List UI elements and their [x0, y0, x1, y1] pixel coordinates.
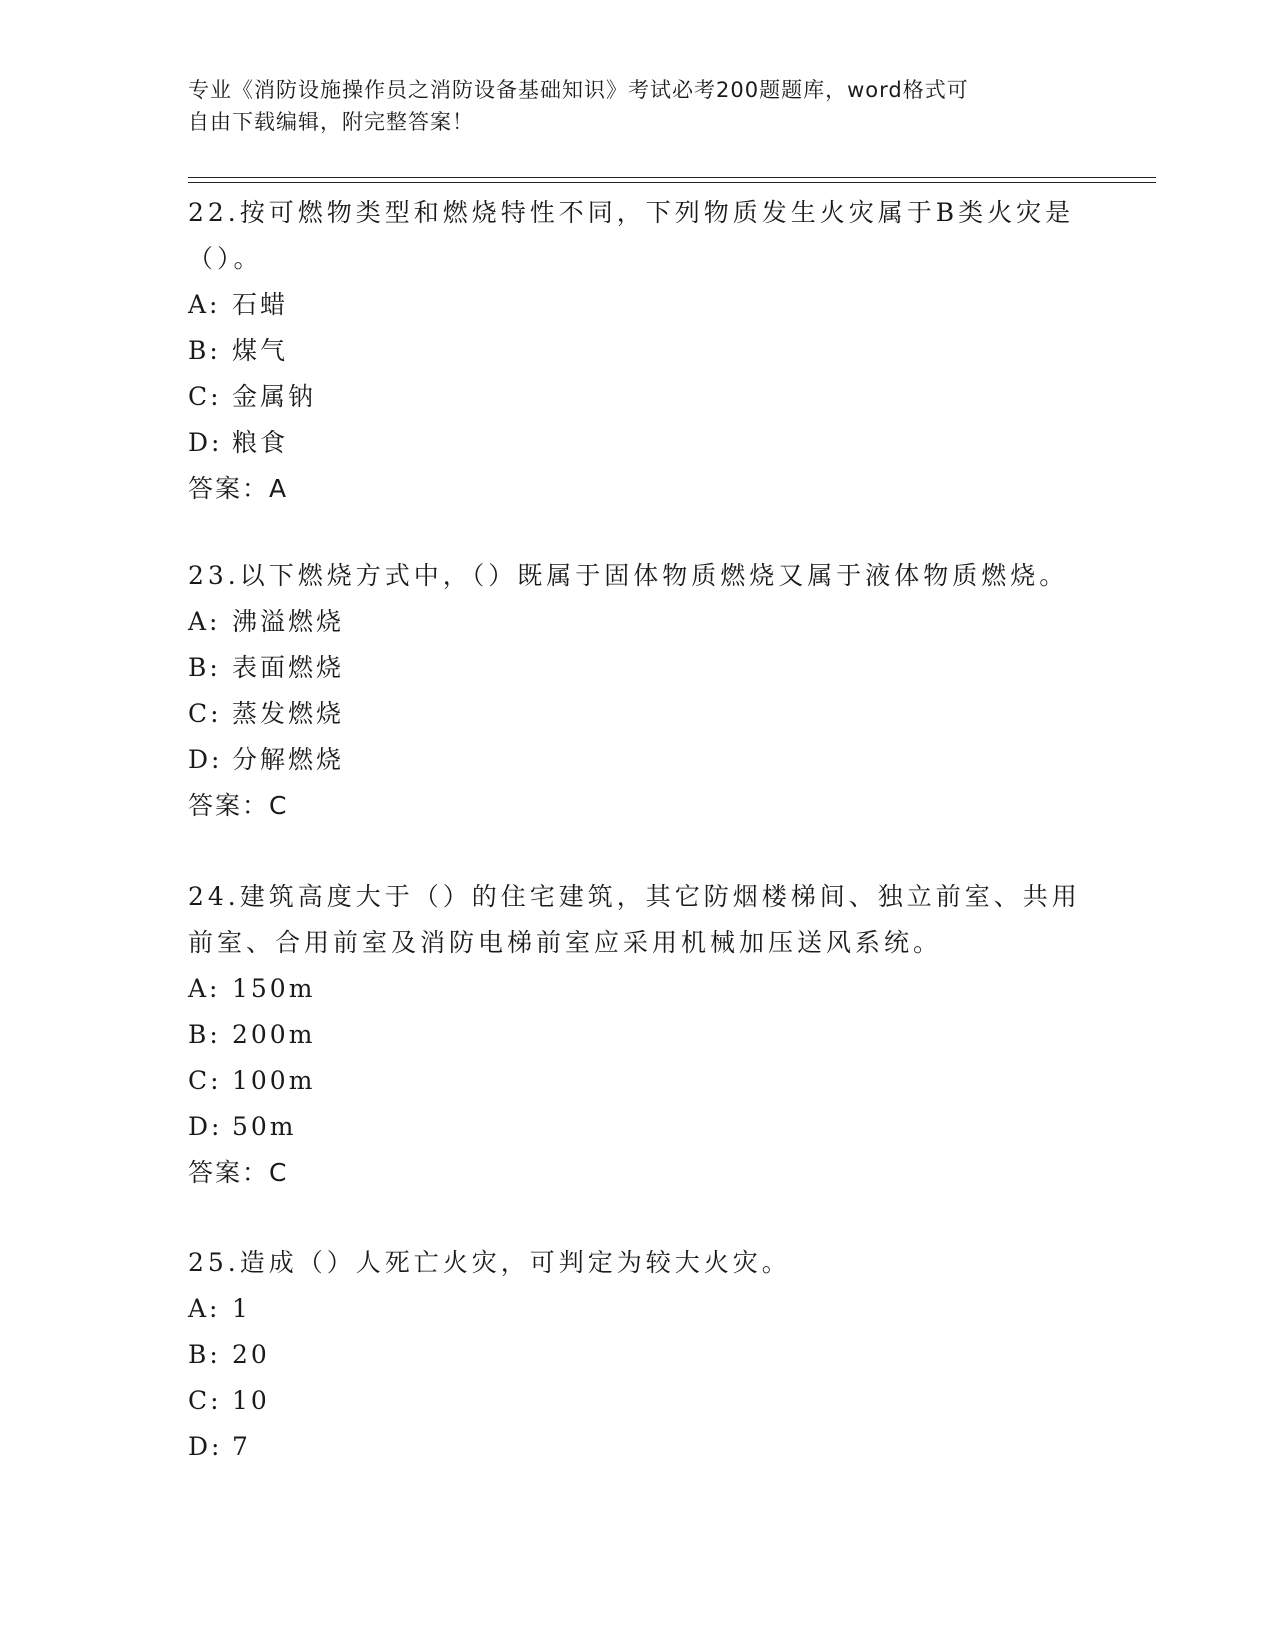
- option-letter: C:: [188, 699, 222, 728]
- option-text: 10: [232, 1386, 270, 1415]
- option-d: [188, 1424, 1088, 1470]
- option-letter: A:: [188, 1294, 221, 1323]
- option-b: [188, 1332, 1088, 1378]
- answer-line: 答案：C: [188, 1158, 289, 1187]
- option-text: 200m: [232, 1020, 316, 1049]
- option-text: 粮食: [232, 428, 289, 457]
- option-text: 沸溢燃烧: [232, 607, 345, 636]
- option-text: 煤气: [232, 336, 289, 365]
- option-a: [188, 1286, 1088, 1332]
- option-letter: D:: [188, 745, 223, 774]
- question-stem: [188, 553, 1088, 599]
- document-header: [188, 74, 1068, 138]
- option-text: 50m: [232, 1112, 297, 1141]
- option-text: 7: [232, 1432, 251, 1461]
- answer-line: 答案：A: [188, 474, 289, 503]
- option-letter: B:: [188, 1340, 221, 1369]
- question-25: [188, 1240, 1088, 1470]
- option-a: [188, 599, 1088, 645]
- option-text: 分解燃烧: [232, 745, 345, 774]
- option-text: 金属钠: [232, 382, 317, 411]
- option-b: [188, 645, 1088, 691]
- question-stem-line-2: （）。: [188, 244, 263, 273]
- question-stem-line-1: 24.建筑高度大于（）的住宅建筑，其它防烟楼梯间、独立前室、共用: [188, 882, 1081, 911]
- option-d: [188, 737, 1088, 783]
- option-a: [188, 282, 1088, 328]
- question-stem: [188, 874, 1088, 966]
- question-24: [188, 874, 1088, 1196]
- question-stem-line-1: 22.按可燃物类型和燃烧特性不同，下列物质发生火灾属于B类火灾是: [188, 198, 1075, 227]
- option-letter: D:: [188, 428, 223, 457]
- option-b: [188, 328, 1088, 374]
- option-text: 表面燃烧: [232, 653, 345, 682]
- question-22: [188, 190, 1088, 512]
- question-23: [188, 553, 1088, 829]
- option-d: [188, 1104, 1088, 1150]
- option-letter: C:: [188, 382, 222, 411]
- header-line-1: 专业《消防设施操作员之消防设备基础知识》考试必考200题题库，word格式可: [188, 78, 969, 102]
- option-text: 150m: [232, 974, 316, 1003]
- option-letter: B:: [188, 336, 221, 365]
- option-c: [188, 691, 1088, 737]
- option-letter: B:: [188, 653, 221, 682]
- option-letter: C:: [188, 1066, 222, 1095]
- question-stem-line-2: 前室、合用前室及消防电梯前室应采用机械加压送风系统。: [188, 928, 943, 957]
- option-text: 20: [232, 1340, 270, 1369]
- option-c: [188, 1058, 1088, 1104]
- option-c: [188, 1378, 1088, 1424]
- question-stem: [188, 190, 1088, 282]
- header-divider-bottom: [188, 182, 1156, 183]
- option-letter: A:: [188, 974, 221, 1003]
- option-letter: A:: [188, 290, 221, 319]
- question-stem-line-1: 23.以下燃烧方式中，（）既属于固体物质燃烧又属于液体物质燃烧。: [188, 561, 1069, 590]
- question-stem: [188, 1240, 1088, 1286]
- option-letter: A:: [188, 607, 221, 636]
- option-letter: C:: [188, 1386, 222, 1415]
- answer-line: 答案：C: [188, 791, 289, 820]
- option-letter: D:: [188, 1112, 223, 1141]
- option-a: [188, 966, 1088, 1012]
- option-b: [188, 1012, 1088, 1058]
- option-text: 100m: [232, 1066, 316, 1095]
- option-text: 1: [232, 1294, 251, 1323]
- option-c: [188, 374, 1088, 420]
- option-text: 蒸发燃烧: [232, 699, 345, 728]
- option-text: 石蜡: [232, 290, 289, 319]
- header-line-2: 自由下载编辑，附完整答案！: [188, 110, 474, 134]
- option-d: [188, 420, 1088, 466]
- option-letter: B:: [188, 1020, 221, 1049]
- option-letter: D:: [188, 1432, 223, 1461]
- question-stem-line-1: 25.造成（）人死亡火灾，可判定为较大火灾。: [188, 1248, 791, 1277]
- header-divider-top: [188, 177, 1156, 178]
